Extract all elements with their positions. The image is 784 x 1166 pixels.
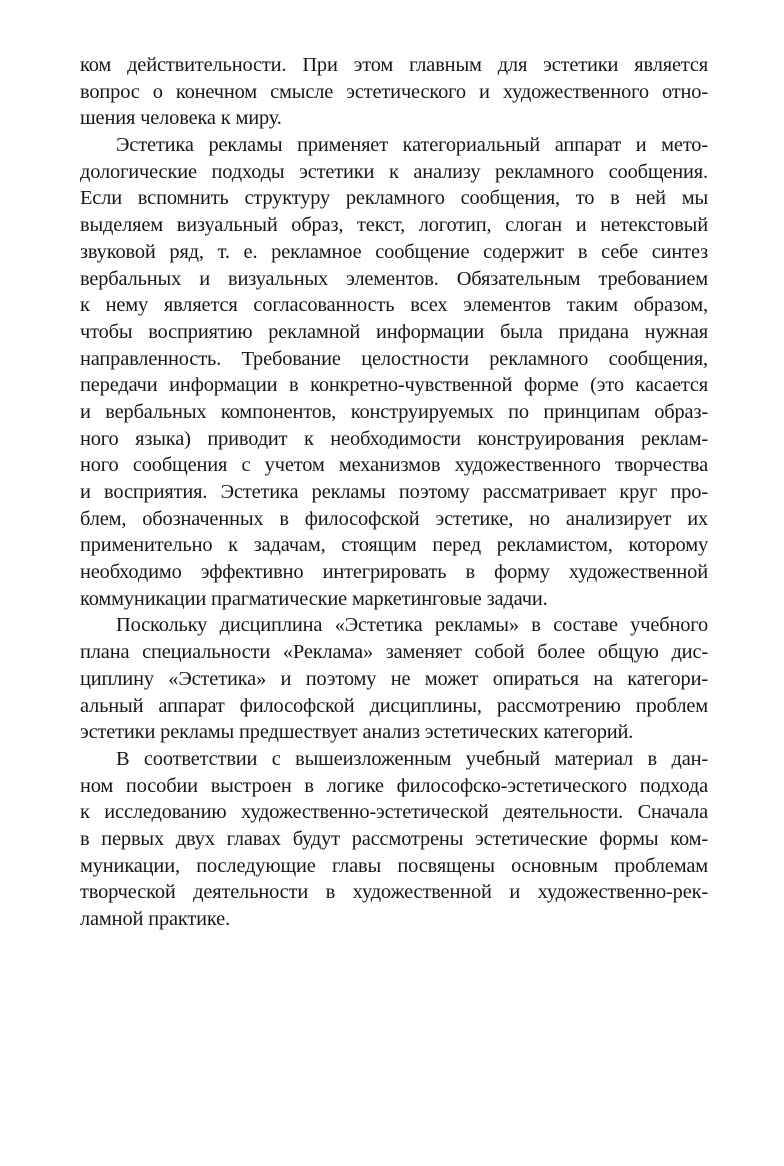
text-line: блем, обозначенных в философской эстетике, но анализирует их [80, 507, 708, 530]
text-line: и восприятия. Эстетика рекламы поэтому рассматривает круг про- [80, 481, 708, 503]
text-line: коммуникации прагматические маркетинговые задачи. [80, 587, 548, 610]
text-line: шения человека к миру. [80, 107, 282, 130]
text-line: применительно к задачам, стоящим перед рекламистом, которому [80, 534, 708, 557]
paragraph-3 [80, 612, 708, 745]
text-line: Поскольку дисциплина «Эстетика рекламы» в составе учебного [116, 614, 708, 637]
text-line: альный аппарат философской дисциплины, рассмотрению проблем [80, 694, 708, 717]
text-line: ламной практике. [80, 908, 231, 930]
text-line: ного сообщения с учетом механизмов художественного творчества [80, 454, 708, 477]
text-line: В соответствии с вышеизложенным учебный материал в дан- [116, 747, 708, 770]
text-line: к исследованию художественно-эстетической деятельности. Сначала [80, 801, 708, 824]
text-line: необходимо эффективно интегрировать в форму художественной [80, 561, 708, 584]
paragraph-1 [80, 52, 708, 132]
text-line: направленность. Требование целостности рекламного сообщения, [80, 347, 708, 370]
text-line: дологические подходы эстетики к анализу рекламного сообщения. [80, 160, 708, 183]
text-line: вопрос о конечном смысле эстетического и художественного отно- [80, 80, 708, 103]
text-line: и вербальных компонентов, конструируемых по принципам образ- [80, 400, 708, 423]
paragraph-4 [80, 746, 708, 933]
text-line: ного языка) приводит к необходимости конструирования реклам- [80, 427, 708, 450]
text-line: передачи информации в конкретно-чувственной форме (это касается [80, 374, 708, 397]
text-line: муникации, последующие главы посвящены основным проблемам [80, 854, 708, 877]
text-line: циплину «Эстетика» и поэтому не может опираться на категори- [80, 667, 708, 690]
text-line: чтобы восприятию рекламной информации была придана нужная [80, 320, 708, 343]
text-line: Эстетика рекламы применяет категориальный аппарат и мето- [116, 134, 708, 157]
paragraph-2 [80, 132, 708, 612]
text-line: творческой деятельности в художественной и художественно-рек- [80, 881, 708, 904]
text-line: Если вспомнить структуру рекламного сообщения, то в ней мы [80, 187, 708, 210]
text-line: ком действительности. При этом главным для эстетики является [80, 54, 708, 76]
text-line: в первых двух главах будут рассмотрены эстетические формы ком- [80, 827, 708, 850]
text-line: ном пособии выстроен в логике философско-эстетического подхода [80, 774, 708, 797]
text-line: звуковой ряд, т. е. рекламное сообщение содержит в себе синтез [80, 240, 708, 263]
page-text [80, 52, 708, 933]
text-line: эстетики рекламы предшествует анализ эстетических категорий. [80, 721, 634, 744]
text-line: к нему является согласованность всех элементов таким образом, [80, 294, 708, 317]
text-line: плана специальности «Реклама» заменяет собой более общую дис- [80, 641, 708, 664]
text-line: вербальных и визуальных элементов. Обязательным требованием [80, 267, 708, 290]
text-line: выделяем визуальный образ, текст, логотип, слоган и нетекстовый [80, 214, 708, 237]
